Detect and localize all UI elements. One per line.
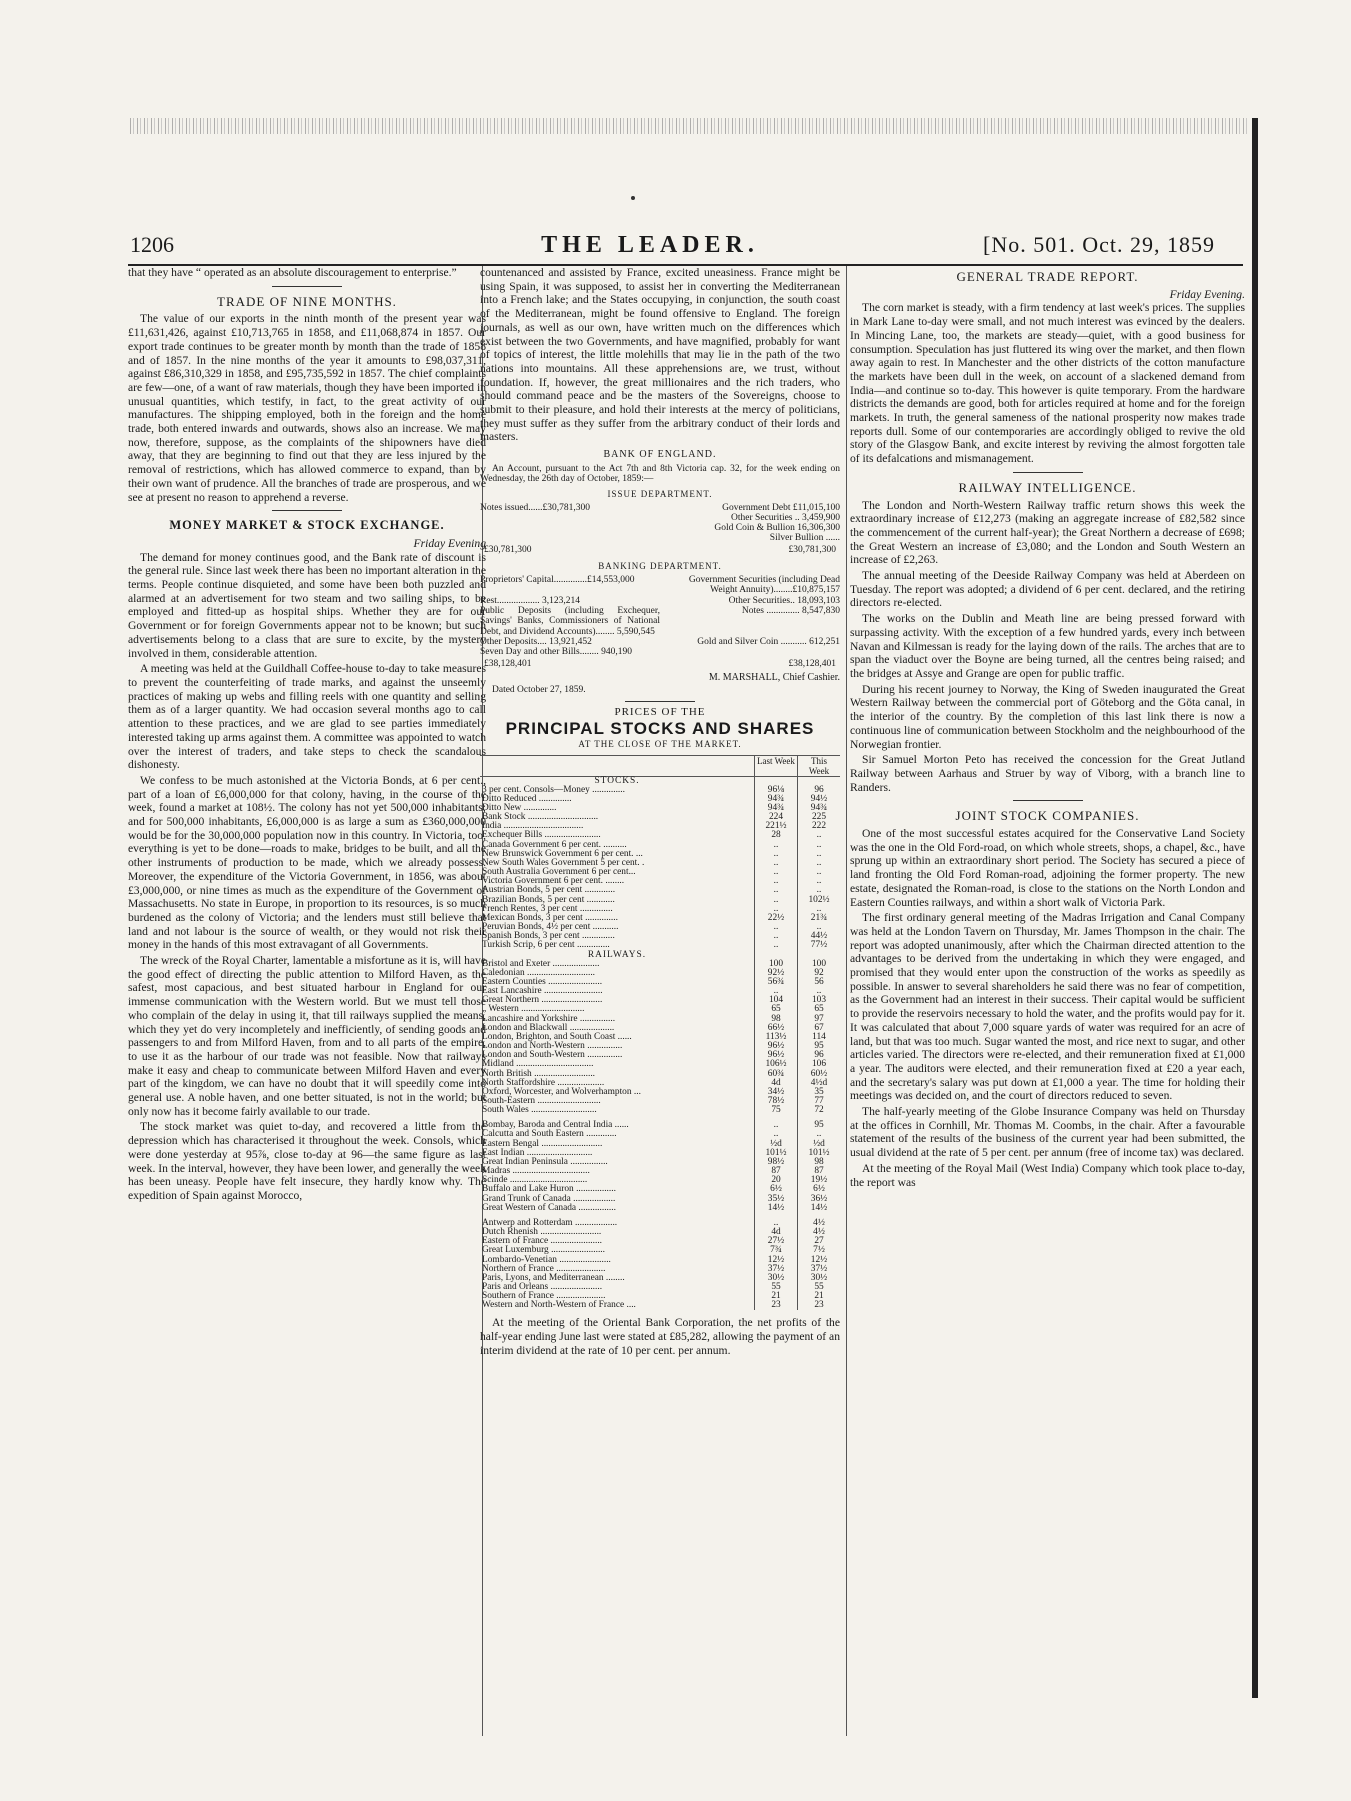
this-week-price: ..	[798, 886, 841, 895]
stock-name: Paris, Lyons, and Mediterranean ........	[482, 1272, 625, 1283]
last-week-price: 92½	[755, 969, 798, 978]
page-header	[120, 232, 1240, 262]
stock-name: Bristol and Exeter ....................	[482, 958, 600, 969]
stock-name: London and Blackwall ...................	[482, 1022, 615, 1033]
banking-right: Government Securities (including Dead Weight Annuity)........£10,875,157	[688, 575, 840, 596]
section-rule	[625, 701, 695, 702]
banking-left: Public Deposits (including Exchequer, Savings' Banks, Commissioners of National Debt, and Dividend Accounts)........ 5,590,545	[480, 606, 660, 637]
this-week-price: 23	[798, 1301, 841, 1310]
joint-paragraph-4: At the meeting of the Royal Mail (West India) Company which took place to-day, the report was	[850, 1161, 1245, 1189]
last-week-price: ..	[755, 850, 798, 859]
this-week-price: 72	[798, 1106, 841, 1115]
last-week-price: 6½	[755, 1185, 798, 1194]
section-label: STOCKS.	[594, 775, 640, 786]
intro-paragraph: that they have “ operated as an absolute discouragement to enterprise.”	[128, 266, 457, 279]
this-week-price: 95	[798, 1121, 841, 1130]
stock-name: Grand Trunk of Canada ..................	[482, 1193, 616, 1204]
col-this-week: This Week	[798, 755, 841, 776]
last-week-price: ..	[755, 932, 798, 941]
this-week-price: 4½	[798, 1219, 841, 1228]
ink-dot	[631, 196, 635, 200]
this-week-price: 35	[798, 1088, 841, 1097]
last-week-price: 96½	[755, 1042, 798, 1051]
stock-name: Great Luxemburg .......................	[482, 1245, 605, 1256]
stock-name: Bank Stock ..............................	[482, 812, 599, 823]
column-right	[850, 266, 1245, 1191]
stock-name: East Indian ............................	[482, 1147, 593, 1158]
stock-name: Exchequer Bills ........................	[482, 830, 601, 841]
this-week-price: 77½	[798, 941, 841, 950]
banking-left: Other Deposits.... 13,921,452	[480, 636, 592, 647]
last-week-price: 12½	[755, 1256, 798, 1265]
section-label: RAILWAYS.	[587, 949, 647, 960]
column-divider	[846, 266, 847, 1736]
section-rule	[1013, 472, 1083, 473]
this-week-price: 114	[798, 1033, 841, 1042]
this-week-price: 100	[798, 960, 841, 969]
last-week-price: 104	[755, 996, 798, 1005]
trade-paragraph: The value of our exports in the ninth month of the present year was £11,631,426, against £10,713,765 in 1858, and £11,068,874 in 1857. Our export trade continues to be greater month by month than the trade of 1858 and of 1857. In the nine months of the year it amounts to £98,037,311, against £86,310,329 in 1858, and £95,735,592 in 1857. The chief complaints are few—one, of a want of raw materials, though they have been imported in unusual quantities, which testify, in fact, to the great activity of our manufactures. The shipping employed, both in the foreign and the home trade, both entered inwards and outwards, shows also an increase. We may now, therefore, suppose, as the complaints of the shipowners have died away, that they are beginning to find out that they are less injured by the removal of restrictions, which has allowed commerce to expand, than by their own want of prudence. All the branches of trade are prosperous, and we see at present no reason to apprehend a reverse.	[128, 312, 486, 504]
stock-name: London, Brighton, and South Coast ......	[482, 1031, 632, 1042]
last-week-price: 78½	[755, 1097, 798, 1106]
last-week-price: 20	[755, 1176, 798, 1185]
railway-paragraph-3: The works on the Dublin and Meath line are being pressed forward with surpassing activity. With the exception of a few hundred yards, every inch between Navan and Kilmessan is ready for the laying down of the rails. The arches that are to span the viaduct over the Boyne are being turned, all the centres being raised; and the bridges at Assye and Grange are open for public traffic.	[850, 612, 1245, 680]
stock-name: New South Wales Government 5 per cent. .	[482, 857, 645, 868]
railway-paragraph-1: The London and North-Western Railway traffic return shows this week the extraordinary increase of £12,273 (making an aggregate increase of £82,582 since the commencement of the current half-year); the Great Northern a decrease of £698; the Great Western an increase of £3,080; and the London and South Western an increase of £2,263.	[850, 498, 1245, 567]
this-week-price: 6½	[798, 1185, 841, 1194]
stock-row	[480, 941, 840, 950]
last-week-price: 94¾	[755, 795, 798, 804]
last-week-price: 30½	[755, 1274, 798, 1283]
stock-name: Austrian Bonds, 5 per cent .............	[482, 885, 616, 896]
section-rule	[1013, 800, 1083, 801]
stock-name: South Australia Government 6 per cent...	[482, 867, 636, 878]
last-week-price: ..	[755, 886, 798, 895]
money-paragraph-4: The wreck of the Royal Charter, lamentable a misfortune as it is, will have the good effect of directing the public attention to Milford Haven, as the safest, most capacious, and best situated harbour in England for our immense communication with the Western world. But we must tell those who complain of the delay in using it, that till railways supplied the means, which they yet do very incompletely and inefficiently, of sending goods and passengers to and from Milford Haven, from and to all parts of the empire, to use it as the harbour of our trade was not feasible. Now that railways make it easy and cheap to communicate between Milford Haven and every part of the kingdom, we can have no doubt that it will speedily come into general use. A noble haven, and one better situated, is not in the world; but only now has it become fairly available to our trade.	[128, 954, 486, 1118]
this-week-price: 30½	[798, 1274, 841, 1283]
banking-row	[480, 596, 840, 606]
this-week-price: 87	[798, 1167, 841, 1176]
this-week-price: 102½	[798, 896, 841, 905]
last-week-price: 66½	[755, 1024, 798, 1033]
this-week-price: 77	[798, 1097, 841, 1106]
this-week-price: 21	[798, 1292, 841, 1301]
stock-name: Dutch Rhenish ..........................	[482, 1227, 602, 1238]
stock-row	[480, 1204, 840, 1213]
stock-name: Western and North-Western of France ....	[482, 1300, 636, 1311]
general-trade-heading: GENERAL TRADE REPORT.	[956, 269, 1139, 284]
last-week-price: 55	[755, 1283, 798, 1292]
column-middle	[480, 266, 840, 1360]
last-week-price: 60¾	[755, 1070, 798, 1079]
stock-name: India ..................................	[482, 821, 584, 832]
last-week-price: 98½	[755, 1158, 798, 1167]
stock-name: Victoria Government 6 per cent. ........	[482, 876, 625, 887]
trade-dateline: Friday Evening.	[1169, 287, 1245, 301]
railway-paragraph-4: During his recent journey to Norway, the King of Sweden inaugurated the Great Western Railway between the commercial port of Göteborg and the Göta canal, in the interior of the country. By the completion of this last link there is now a continuous line of communication between Stockholm and the neighbourhood of the Norwegian frontier.	[850, 682, 1245, 751]
issue-left	[480, 513, 648, 523]
stock-name: Caledonian .............................	[482, 967, 596, 978]
this-week-price: 36½	[798, 1195, 841, 1204]
last-week-price: 221½	[755, 822, 798, 831]
stock-name: Turkish Scrip, 6 per cent ..............	[482, 940, 610, 951]
this-week-price: 96	[798, 786, 841, 795]
this-week-price: 95	[798, 1042, 841, 1051]
this-week-price: 222	[798, 822, 841, 831]
issue-line: [No. 501. Oct. 29, 1859	[983, 232, 1215, 257]
this-week-price: ..	[798, 850, 841, 859]
last-week-price: 101½	[755, 1149, 798, 1158]
stocks-header-row	[480, 755, 840, 776]
this-week-price: 97	[798, 1015, 841, 1024]
last-week-price: 4d	[755, 1228, 798, 1237]
last-week-price: ..	[755, 941, 798, 950]
this-week-price: ..	[798, 923, 841, 932]
prices-of: PRICES OF THE	[614, 706, 706, 719]
railway-heading: RAILWAY INTELLIGENCE.	[958, 479, 1137, 495]
last-week-price: ..	[755, 1130, 798, 1139]
stock-name: Scinde .................................	[482, 1175, 588, 1186]
stock-name: Bombay, Baroda and Central India ......	[482, 1120, 629, 1131]
banking-left: Rest.................. 3,123,214	[480, 595, 581, 606]
issue-total-left: £30,781,300	[484, 544, 532, 555]
stock-name: Great Northern ..........................	[482, 995, 603, 1006]
money-paragraph-5: The stock market was quiet to-day, and recovered a little from the depression which has characterised it throughout the week. Consols, which were done yesterday at 95⅞, close to-day at 96—the same figure as last week. In the interval, however, they have been lower, and generally the week has been uneasy. People have felt insecure, they hardly know why. The expedition of Spain against Morocco,	[128, 1120, 486, 1202]
continued-paragraph: countenanced and assisted by France, excited uneasiness. France might be using Spain, it was supposed, to assist her in converting the Mediterranean into a French lake; and the States occupying, in conjunction, the south coast of the Mediterranean, might be found offensive to England. The foreign journals, as well as our own, have written much on the differences which exist between the two Governments, and have magnified, probably for want of topics of interest, the little molehills that may lie in the path of the two nations into mountains. All these apprehensions are, we trust, without foundation. If, however, the great millionaires and the rich traders, who should command peace and be the masters of the Sovereigns, choose to submit to their pleasure, and hold their interests at the mercy of politicians, they must suffer as they suffer from the arbitrary conduct of their lords and masters.	[480, 266, 840, 444]
stock-name: Canada Government 6 per cent. ..........	[482, 839, 627, 850]
last-week-price: 75	[755, 1106, 798, 1115]
last-week-price: 4d	[755, 1079, 798, 1088]
this-week-price: ..	[798, 859, 841, 868]
this-week-price: ..	[798, 841, 841, 850]
stock-name: South-Eastern ...........................	[482, 1096, 601, 1106]
page-number: 1206	[130, 232, 174, 257]
last-week-price: 14½	[755, 1204, 798, 1213]
issue-row	[480, 503, 840, 513]
issue-left	[480, 533, 648, 543]
section-rule	[272, 286, 342, 287]
last-week-price: ..	[755, 868, 798, 877]
stock-name: French Rentes, 3 per cent ..............	[482, 903, 613, 914]
close-of-market: AT THE CLOSE OF THE MARKET.	[578, 738, 742, 749]
last-week-price: 23	[755, 1301, 798, 1310]
stock-name: Madras .................................	[482, 1166, 590, 1177]
stock-name: „ Western ...........................	[482, 1004, 585, 1015]
last-week-price: 96⅛	[755, 786, 798, 795]
issue-left	[480, 523, 648, 533]
last-week-price: 27½	[755, 1237, 798, 1246]
this-week-price: 94½	[798, 795, 841, 804]
last-week-price: 22½	[755, 914, 798, 923]
scan-noise-band	[130, 118, 1250, 134]
stock-row	[480, 1301, 840, 1310]
stock-name: Mexican Bonds, 3 per cent ..............	[482, 912, 618, 923]
stock-name: East Lancashire .........................	[482, 986, 603, 997]
last-week-price: 37½	[755, 1265, 798, 1274]
joint-paragraph-1: One of the most successful estates acquired for the Conservative Land Society was the one in the Old Ford-road, on which whole streets, shops, a chapel, &c., have sprung up within an extraordinary short period. The Society has secured a piece of land fronting the Old Ford Roman-road, adjoining the former property. The new estate, designated the Roman-road, is close to the stations on the North London and Eastern Counties railways, and within a short walk of Victoria Park.	[850, 827, 1245, 909]
this-week-price: 101½	[798, 1149, 841, 1158]
joint-paragraph-3: The half-yearly meeting of the Globe Insurance Company was held on Thursday at the offices in Cornhill, Mr. Thomas M. Coombs, in the chair. After a favourable statement of the results of the business of the current year had been submitted, the usual dividend at the rate of 5 per cent. per annum (free of income tax) was declared.	[850, 1105, 1245, 1160]
this-week-price: 225	[798, 813, 841, 822]
joint-stock-heading: JOINT STOCK COMPANIES.	[955, 808, 1140, 824]
last-week-price: 87	[755, 1167, 798, 1176]
issue-right: Silver Bullion ......	[769, 533, 840, 544]
this-week-price: ..	[798, 987, 841, 996]
last-week-price: ..	[755, 1121, 798, 1130]
banking-totals	[480, 658, 840, 672]
masthead: THE LEADER.	[541, 232, 759, 258]
issue-row	[480, 513, 840, 523]
stock-name: North Staffordshire ....................	[482, 1077, 605, 1088]
last-week-price: 35½	[755, 1195, 798, 1204]
this-week-price: 56	[798, 978, 841, 987]
banking-right: Other Securities.. 18,093,103	[728, 595, 840, 606]
this-week-price: 55	[798, 1283, 841, 1292]
stock-name: Oxford, Worcester, and Wolverhampton ...	[482, 1086, 641, 1097]
last-week-price: ..	[755, 1219, 798, 1228]
issue-right: Gold Coin & Bullion 16,306,300	[714, 523, 840, 534]
stock-name: Great Western of Canada ................	[482, 1202, 616, 1213]
issue-row	[480, 523, 840, 533]
last-week-price: 34½	[755, 1088, 798, 1097]
stock-name: Buffalo and Lake Huron .................	[482, 1184, 616, 1195]
money-dateline: Friday Evening	[413, 536, 486, 550]
this-week-price: ..	[798, 905, 841, 914]
stock-name: South Wales ............................	[482, 1105, 597, 1116]
money-paragraph-3: We confess to be much astonished at the Victoria Bonds, at 6 per cent., part of a loan of £6,000,000 for that colony, having, in the course of the week, found a market at 108½. The colony has not yet 500,000 inhabitants; and for 500,000 inhabitants, £6,000,000 is as large a sum as £360,000,000 would be for the 30,000,000 population now in this country. In Victoria, too, everything is yet to be done—roads to make, bridges to be built, and all the other instruments of production to be made, which we already possess. Moreover, the expenditure of the Victoria Government, in 1856, was about £3,000,000, or nine times as much as the expenditure of the Government of Massachusetts. No state in Europe, in proportion to its resources, is so much burdened as the colony of Victoria; and the lenders must still believe that land and not labour is the source of wealth, or they would not risk their money in the hands of this most extravagant of all Governments.	[128, 773, 486, 952]
this-week-price: 27	[798, 1237, 841, 1246]
banking-left: Proprietors' Capital..............£14,553,000	[480, 575, 635, 586]
banking-row	[480, 637, 840, 647]
this-week-price: 12½	[798, 1256, 841, 1265]
oriental-bank-paragraph: At the meeting of the Oriental Bank Corporation, the net profits of the half-year ending June last were stated at £85,282, allowing the payment of an interim dividend at the rate of 10 per cent. per annum.	[480, 1316, 840, 1357]
stock-name: Eastern Counties .......................	[482, 976, 603, 987]
stock-name: Calcutta and South Eastern .............	[482, 1129, 617, 1140]
last-week-price: 94¾	[755, 804, 798, 813]
this-week-price: 21¾	[798, 914, 841, 923]
stock-name: Lancashire and Yorkshire ...............	[482, 1013, 616, 1024]
railway-paragraph-5: Sir Samuel Morton Peto has received the concession for the Great Jutland Railway between Aarhaus and Struer by way of Viborg, with a branch line to Randers.	[850, 753, 1245, 794]
issue-row	[480, 533, 840, 543]
bank-heading: BANK OF ENGLAND.	[603, 449, 717, 461]
stock-name: Great Indian Peninsula ................	[482, 1156, 608, 1167]
section-rule	[272, 510, 342, 511]
money-paragraph-1: The demand for money continues good, and the Bank rate of discount is the general rule. Since last week there has been no important alteration in the terms. People continue disquieted, and some have been both puzzled and alarmed at an advertisement for two steam and two sailing ships, to be employed and fitted-up as hospital ships. Whether they are for our Government or for foreign Governments appear not to be known; but such advertisements belong to a class that are sure to excite, by the mystery involved in them, considerable attention.	[128, 550, 486, 660]
last-week-price: 98	[755, 1015, 798, 1024]
banking-total-right: £38,128,401	[788, 658, 836, 669]
last-week-price: 106½	[755, 1060, 798, 1069]
banking-right: Notes .............. 8,547,830	[741, 606, 840, 617]
stock-name: Brazilian Bonds, 5 per cent ............	[482, 894, 615, 905]
stock-name: 3 per cent. Consols—Money ..............	[482, 784, 625, 795]
issue-right: Other Securities .. 3,459,900	[731, 512, 840, 523]
issue-totals	[480, 544, 840, 558]
this-week-price: 4½	[798, 1228, 841, 1237]
last-week-price: ..	[755, 859, 798, 868]
stock-name: London and North-Western ...............	[482, 1041, 623, 1052]
railway-paragraph-2: The annual meeting of the Deeside Railway Company was held at Aberdeen on Tuesday. The report was adopted; a dividend of 6 per cent. declared, and the retiring directors re-elected.	[850, 569, 1245, 610]
stock-name: London and South-Western ...............	[482, 1050, 623, 1061]
banking-row	[480, 606, 840, 637]
stock-name: Lombardo-Venetian ......................	[482, 1254, 611, 1265]
dated-line: Dated October 27, 1859.	[492, 684, 586, 695]
this-week-price: 4½d	[798, 1079, 841, 1088]
stock-name: Ditto Reduced ..............	[482, 793, 572, 804]
stock-name: Antwerp and Rotterdam ..................	[482, 1217, 618, 1228]
issue-left: Notes issued......£30,781,300	[480, 502, 591, 513]
last-week-price: 21	[755, 1292, 798, 1301]
stock-name: Eastern Bengal ..........................	[482, 1138, 603, 1149]
last-week-price: 224	[755, 813, 798, 822]
banking-row	[480, 575, 840, 596]
bank-intro: An Account, pursuant to the Act 7th and 8th Victoria cap. 32, for the week ending on Wednesday, the 26th day of October, 1859:—	[480, 463, 840, 485]
scan-edge-bar	[1252, 118, 1258, 1698]
issue-right: Government Debt £11,015,100	[722, 502, 840, 513]
issue-table	[480, 503, 840, 544]
this-week-price: 37½	[798, 1265, 841, 1274]
issue-total-right: £30,781,300	[788, 544, 836, 555]
banking-dept-heading: BANKING DEPARTMENT.	[598, 561, 722, 572]
last-week-price: 65	[755, 1005, 798, 1014]
this-week-price: ..	[798, 868, 841, 877]
issue-dept-heading: ISSUE DEPARTMENT.	[607, 488, 713, 499]
banking-total-left: £38,128,401	[484, 658, 532, 669]
this-week-price: 103	[798, 996, 841, 1005]
this-week-price: ..	[798, 831, 841, 840]
last-week-price: 7¾	[755, 1246, 798, 1255]
this-week-price: 96	[798, 1051, 841, 1060]
last-week-price: ..	[755, 896, 798, 905]
this-week-price: 106	[798, 1060, 841, 1069]
money-paragraph-2: A meeting was held at the Guildhall Coffee-house to-day to take measures to prevent the counterfeiting of trade marks, and against the unseemly practices of making up webs and filling reels with one quantity and selling them as of a larger quantity. We had occasion several months ago to call attention to these practices, and we are glad to see parties immediately interested taking up arms against them. A committee was appointed to watch over the interest of traders, and take steps to check the scandalous dishonesty.	[128, 662, 486, 772]
stock-name: North British ..........................	[482, 1068, 596, 1079]
this-week-price: 7½	[798, 1246, 841, 1255]
last-week-price: 28	[755, 831, 798, 840]
stock-name: Midland .................................	[482, 1059, 594, 1070]
this-week-price: 14½	[798, 1204, 841, 1213]
trade-heading: TRADE OF NINE MONTHS.	[217, 293, 397, 309]
banking-row	[480, 647, 840, 657]
last-week-price: 96½	[755, 1051, 798, 1060]
this-week-price: 98	[798, 1158, 841, 1167]
this-week-price: 60½	[798, 1070, 841, 1079]
this-week-price: 65	[798, 1005, 841, 1014]
last-week-price: 100	[755, 960, 798, 969]
stock-name: Ditto New ..............	[482, 803, 557, 813]
this-week-price: 94¾	[798, 804, 841, 813]
stock-name: Paris and Orleans ......................	[482, 1281, 603, 1292]
this-week-price: ..	[798, 1130, 841, 1139]
last-week-price: ..	[755, 905, 798, 914]
banking-right: Gold and Silver Coin ........... 612,251	[697, 636, 840, 647]
stock-name: Eastern of France ......................	[482, 1236, 603, 1247]
stock-name: New Brunswick Government 6 per cent. ...	[482, 848, 643, 859]
last-week-price: ..	[755, 987, 798, 996]
stock-name: Peruvian Bonds, 4½ per cent ...........	[482, 922, 619, 933]
banking-right	[660, 647, 840, 657]
trade-report-paragraph: The corn market is steady, with a firm tendency at last week's prices. The supplies in Mark Lane to-day were small, and not much interest was evinced by the dealers. In Mincing Lane, too, the markets are steady—quiet, with a good business for consumption. Speculation has just fluttered its wing over the market, and then flown away again to rest. In Manchester and the other districts of the cotton manufacture the markets have been dull in the week, on account of a slackened demand from India—and continue so to-day. This however is quite temporary. From the hardware districts the demands are good, both for articles required at home and for the foreign markets. In truth, the general sameness of the national prosperity now makes trade reports dull. Some of our contemporaries are accordingly obliged to revive the old story of the Glasgow Bank, and excite interest by reviving the almost forgotten tale of its defalcations and mismanagement.	[850, 301, 1245, 466]
money-heading: MONEY MARKET & STOCK EXCHANGE.	[169, 518, 445, 533]
stocks-title: PRINCIPAL STOCKS AND SHARES	[505, 719, 815, 739]
last-week-price: 56¾	[755, 978, 798, 987]
this-week-price: ..	[798, 877, 841, 886]
stock-row	[480, 1106, 840, 1115]
last-week-price: ½d	[755, 1140, 798, 1149]
last-week-price: ..	[755, 923, 798, 932]
joint-paragraph-2: The first ordinary general meeting of the Madras Irrigation and Canal Company was held at the London Tavern on Thursday, Mr. James Thompson in the chair. The report was adopted unanimously, after which the Chairman directed attention to the advantages to be derived from the undertaking in which they were engaged, and promised that they would enter upon the construction of the works as speedily as possible. In answer to several shareholders he said there was no fear of competition, as the Government had an interest in their success. Their capital would be sufficient to provide the reservoirs necessary to hold the water, and the profits would pay for it. It was calculated that about 7,000 square yards of water was required for an acre of land, but that was too much. Sugar wanted the most, and rice next to sugar, and other articles varied. The directors were re-elected, and their remuneration fixed at £1,000 a year. The auditors were elected, and their remuneration fixed at £20 a year each, and the secretary's salary was put down at £1,000 a year. The time for holding their meetings was decided on, and the court of directors reduced to seven.	[850, 911, 1245, 1103]
banking-table	[480, 575, 840, 657]
last-week-price: ..	[755, 877, 798, 886]
banking-left: Seven Day and other Bills........ 940,190	[480, 647, 632, 658]
col-last-week: Last Week	[755, 755, 798, 776]
stock-name: Spanish Bonds, 3 per cent ..............	[482, 931, 615, 942]
this-week-price: 92	[798, 969, 841, 978]
stocks-table	[480, 755, 840, 1311]
stock-name: Southern of France .....................	[482, 1291, 606, 1302]
this-week-price: 44½	[798, 932, 841, 941]
this-week-price: 67	[798, 1024, 841, 1033]
this-week-price: ½d	[798, 1140, 841, 1149]
signature: M. MARSHALL, Chief Cashier.	[708, 672, 840, 684]
column-left	[128, 266, 486, 1205]
stock-name: Northern of France .....................	[482, 1263, 606, 1274]
this-week-price: 19½	[798, 1176, 841, 1185]
last-week-price: ..	[755, 841, 798, 850]
last-week-price: 113½	[755, 1033, 798, 1042]
